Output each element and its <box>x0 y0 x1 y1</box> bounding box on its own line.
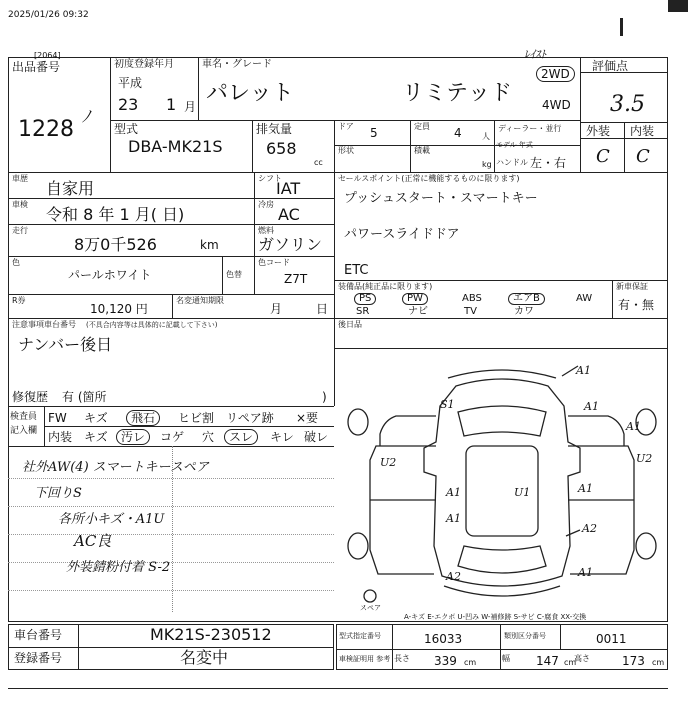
handle-value: 左・右 <box>530 156 567 170</box>
registration-month: 1 <box>166 95 177 114</box>
diagram-mark-4: A1 <box>626 420 641 433</box>
inspector-row1-item-4: リペア跡 <box>226 411 274 425</box>
new-warranty-value: 有・無 <box>618 298 655 312</box>
length-label: 長さ <box>394 654 410 663</box>
inspector-row2-item-6: キレ <box>270 430 294 444</box>
drive-4wd: 4WD <box>542 98 571 112</box>
notes-sublabel: (不具合内容等は具体的に記載して下さい) <box>86 321 218 329</box>
handle-label: ハンドル <box>496 158 528 167</box>
dealer-label: ディーラー・並行 <box>498 124 562 133</box>
inspector-row2-item-2: 汚レ <box>116 429 150 445</box>
model-year-label: モデル 年式 <box>496 141 533 149</box>
type-number-label: 型式指定番号 <box>339 632 381 640</box>
height-value: 173 <box>622 654 645 668</box>
spare-label: スペア <box>360 604 381 612</box>
diagram-mark-6: U2 <box>636 452 653 465</box>
length-value: 339 <box>434 654 457 668</box>
recycle-value: 10,120 円 <box>90 302 148 316</box>
registration-era: 平成 <box>118 76 143 90</box>
diagram-mark-5: U2 <box>380 456 397 469</box>
doors-value: 5 <box>370 126 378 140</box>
interior-label: 内装 <box>630 124 655 138</box>
color-change-label: 色替 <box>226 270 242 279</box>
diagram-mark-1: A1 <box>576 364 591 377</box>
equip-airbag: エアB <box>508 293 545 305</box>
color-code-value: Z7T <box>284 272 308 286</box>
fuel-value: ガソリン <box>258 235 323 254</box>
diagram-mark-8: A1 <box>446 486 461 499</box>
equip-tv: TV <box>464 306 477 317</box>
registration-year: 23 <box>118 95 139 114</box>
length-unit: cm <box>464 658 477 667</box>
ac-value: AC <box>278 205 300 224</box>
cutoff-strip <box>8 688 668 701</box>
equip-aw: AW <box>576 293 593 304</box>
sales-points-label: セールスポイント(正常に機能するものに限ります) <box>338 174 520 183</box>
inspector-label-1: 検査員 <box>10 412 38 422</box>
width-label: 幅 <box>502 654 510 663</box>
equip-leather: カワ <box>514 306 534 317</box>
sales-point-3: ETC <box>344 263 369 278</box>
lot-check-mark: ﾉ <box>82 107 91 126</box>
diagram-mark-2: S1 <box>440 398 455 411</box>
registration-label: 初度登録年月 <box>114 59 174 70</box>
ac-label: 冷房 <box>258 200 274 209</box>
color-value: パールホワイト <box>68 268 152 282</box>
inspector-row1-label: FW <box>48 411 67 425</box>
equip-pw: PW <box>402 293 428 305</box>
equip-navi: ナビ <box>408 306 428 317</box>
name-grade-label: 車名・グレード <box>202 59 272 70</box>
equipment-label: 装備品(純正品に限ります) <box>338 282 433 291</box>
inspector-row1-item-1: キズ <box>84 411 108 425</box>
handwritten-line-5: 外装錆粉付着 S-2 <box>66 560 171 575</box>
notes-label: 注意事項車台番号 <box>12 320 76 329</box>
drive-2wd: 2WD <box>536 66 575 82</box>
loading-label: 積載 <box>414 146 430 155</box>
damage-legend: A-キズ E-エクボ U-凹み W-補修跡 S-サビ C-腐食 XX-交換 <box>404 613 587 621</box>
timestamp: 2025/01/26 09:32 <box>8 10 89 20</box>
class-number-label: 類別区分番号 <box>504 632 546 640</box>
inspector-row2-item-4: 穴 <box>202 430 215 444</box>
registration-number-label: 登録番号 <box>14 651 63 665</box>
repair-label: 修復歴 <box>12 390 49 404</box>
width-unit: cm <box>564 658 577 667</box>
inspector-row2-label: 内装 <box>48 430 73 444</box>
overall-score: 3.5 <box>610 92 645 117</box>
score-label: 評価点 <box>592 59 629 73</box>
usage-value: 自家用 <box>46 179 95 198</box>
handwritten-note-top: ﾚｲｽﾄ <box>524 48 546 61</box>
equip-abs: ABS <box>462 293 482 304</box>
corner-tick <box>620 18 623 36</box>
diagram-mark-10: A1 <box>446 512 461 525</box>
inspection-value: 令和 8 年 1 月( 日) <box>46 205 185 224</box>
notice-month: 月 <box>270 302 283 316</box>
model-code: DBA-MK21S <box>128 137 223 156</box>
mileage-label: 走行 <box>12 226 28 235</box>
capacity-label: 定員 <box>414 122 430 131</box>
repair-close: ) <box>322 390 327 404</box>
repair-value: 有 (箇所 <box>62 390 107 404</box>
car-damage-diagram <box>336 350 668 620</box>
diagram-mark-11: A2 <box>582 522 597 535</box>
chassis-number: MK21S-230512 <box>150 625 272 644</box>
exterior-score: C <box>596 146 610 167</box>
diagram-mark-7: U1 <box>514 486 531 499</box>
displacement-unit: cc <box>314 158 323 167</box>
diagram-mark-13: A1 <box>578 566 593 579</box>
handwritten-line-4: AC良 <box>74 532 112 550</box>
lot-label: 出品番号 <box>12 60 61 74</box>
inspector-row2-item-1: キズ <box>84 430 108 444</box>
displacement-label: 排気量 <box>256 122 293 136</box>
inspector-row2-item-7: 破レ <box>304 430 329 444</box>
mileage-value: 8万0千526 <box>74 235 157 254</box>
sales-point-1: プッシュスタート・スマートキー <box>344 191 538 206</box>
registration-number: 名変中 <box>180 648 229 667</box>
inspector-row1-item-5: ×要 <box>296 411 319 425</box>
registration-month-unit: 月 <box>184 100 197 114</box>
lot-number: 1228 <box>18 117 74 142</box>
diagram-mark-12: A2 <box>446 570 461 583</box>
inspector-row1-item-2: 飛石 <box>126 410 160 426</box>
usage-label: 車歴 <box>12 174 28 183</box>
sales-point-2: パワースライドドア <box>344 227 460 242</box>
inspector-label-2: 記入欄 <box>10 426 38 436</box>
capacity-unit: 人 <box>482 132 490 141</box>
inspection-label: 車検 <box>12 200 28 209</box>
doors-label: ドア <box>338 122 354 131</box>
diagram-mark-9: A1 <box>578 482 593 495</box>
type-number: 16033 <box>424 632 463 646</box>
notice-day: 日 <box>316 302 329 316</box>
exterior-label: 外装 <box>586 124 611 138</box>
vehicle-grade: リミテッド <box>402 81 513 106</box>
inspector-row2-item-3: コゲ <box>160 430 185 444</box>
notes-text: ナンバー後日 <box>18 335 113 354</box>
width-value: 147 <box>536 654 559 668</box>
handwritten-line-1: 社外AW(4) スマートキースペア <box>22 460 209 475</box>
color-code-label: 色コード <box>258 258 290 267</box>
equip-ps: PS <box>354 293 376 305</box>
handwritten-line-2: 下回りS <box>34 486 82 501</box>
loading-unit: kg <box>482 160 492 169</box>
vehicle-name: パレット <box>206 81 294 106</box>
height-label: 高さ <box>574 654 590 663</box>
interior-score: C <box>636 146 650 167</box>
diagram-mark-3: A1 <box>584 400 599 413</box>
notice-label: 名変通知期限 <box>176 296 224 305</box>
capacity-value: 4 <box>454 126 462 140</box>
shift-value: IAT <box>276 179 301 198</box>
class-number: 0011 <box>596 632 627 646</box>
lot-code: [2064] <box>34 51 61 60</box>
corner-mark <box>668 0 688 12</box>
shift-label: シフト <box>258 174 282 183</box>
recycle-label: R券 <box>12 296 26 305</box>
displacement-value: 658 <box>266 139 297 158</box>
inspector-row2-item-5: スレ <box>224 429 258 445</box>
new-warranty-label: 新車保証 <box>616 282 648 291</box>
chassis-label: 車台番号 <box>14 628 63 642</box>
cert-label: 車検証明用 参考 <box>339 655 391 663</box>
inspector-row1-item-3: ヒビ割 <box>178 411 215 425</box>
aftermarket-label: 後日品 <box>338 320 362 329</box>
handwritten-line-3: 各所小キズ・A1U <box>58 512 165 527</box>
fuel-label: 燃料 <box>258 226 274 235</box>
equip-sr: SR <box>356 306 370 317</box>
mileage-unit: km <box>200 238 219 252</box>
color-label: 色 <box>12 258 20 267</box>
height-unit: cm <box>652 658 665 667</box>
model-label: 型式 <box>114 122 139 136</box>
shape-label: 形状 <box>338 146 354 155</box>
